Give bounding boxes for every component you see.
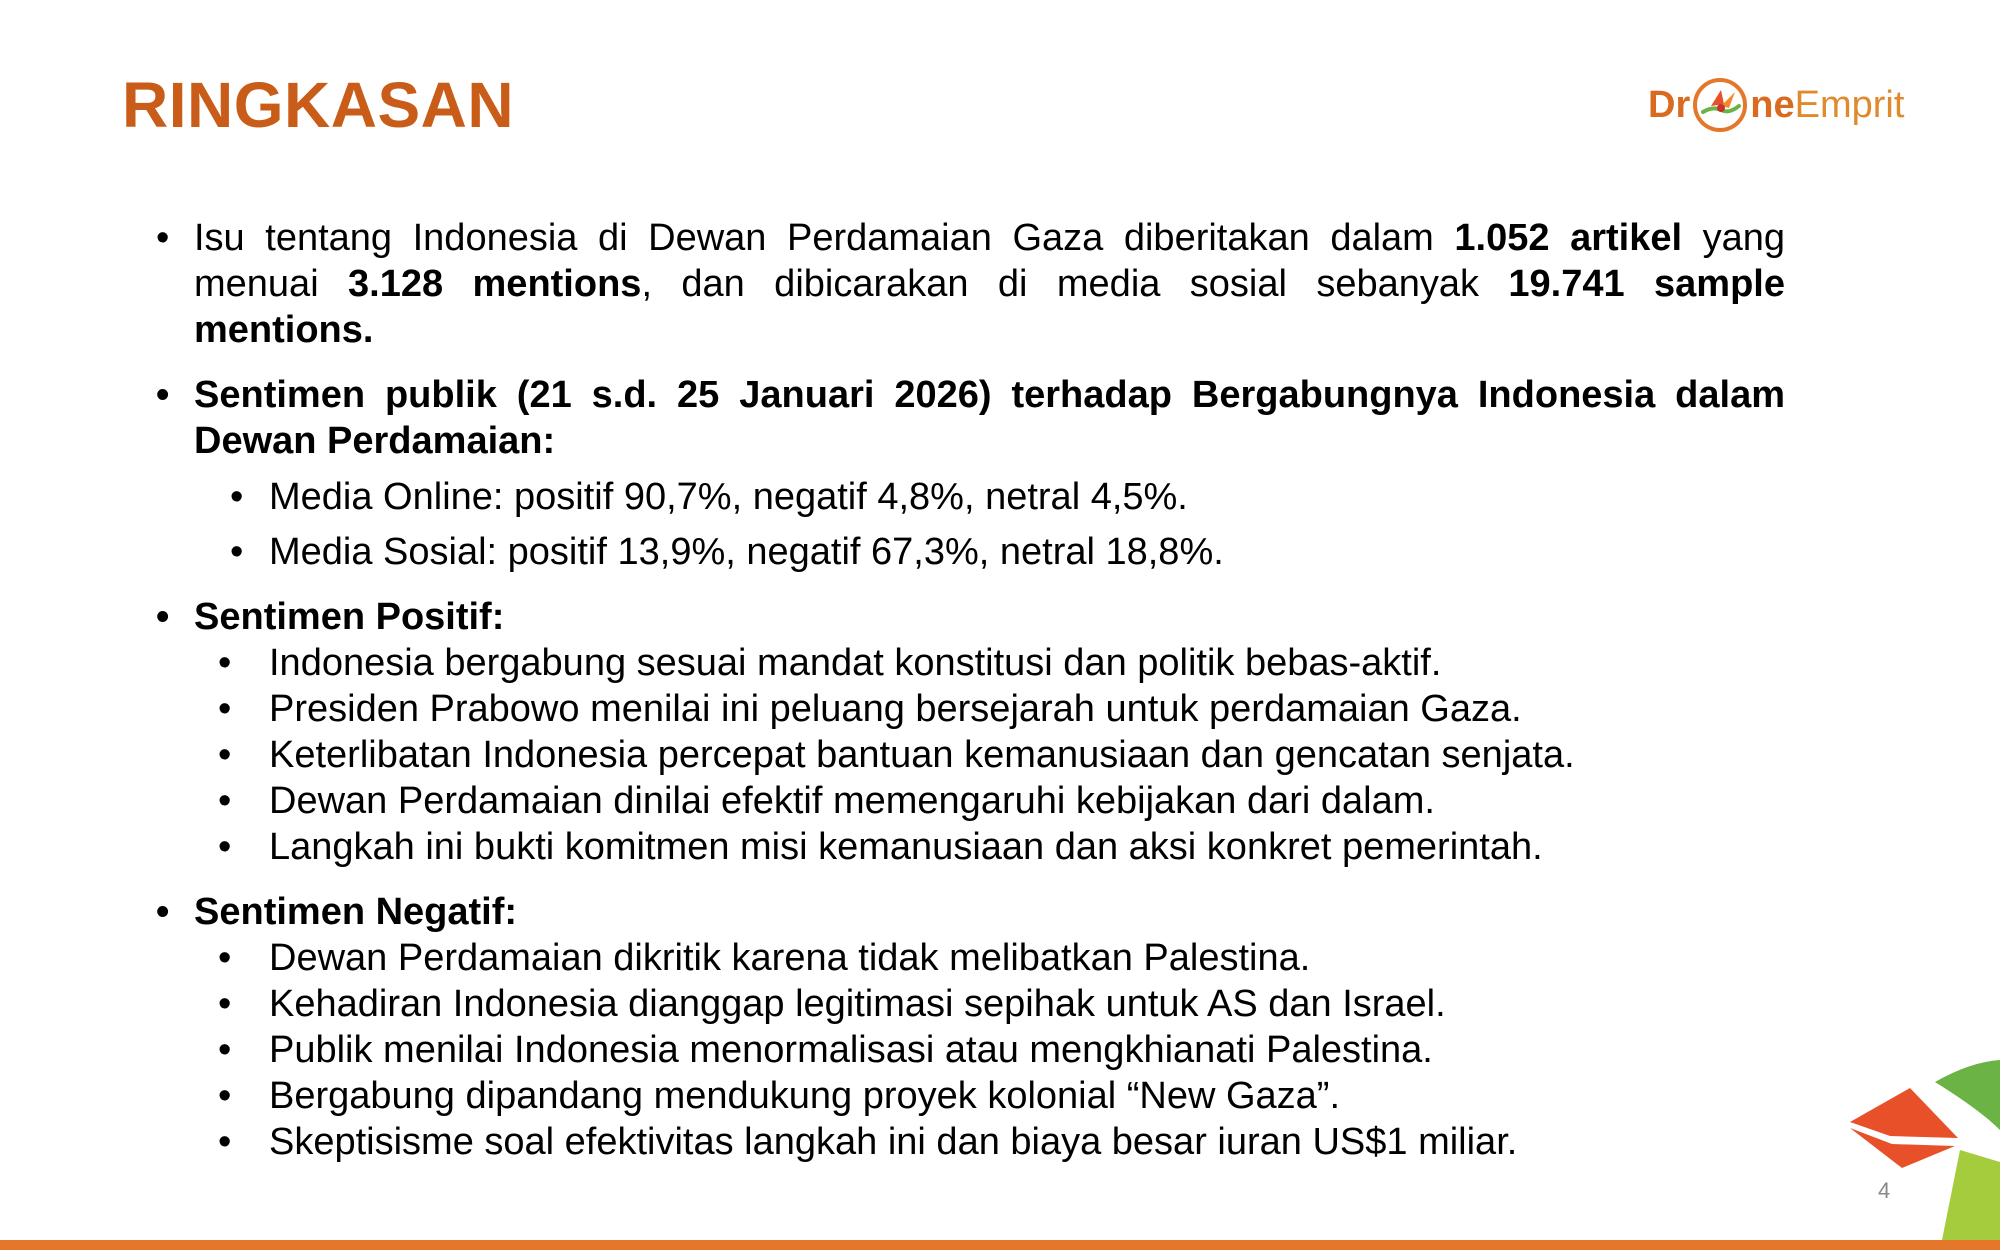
list-item: • Presiden Prabowo menilai ini peluang bersejarah untuk perdamaian Gaza.: [150, 686, 1785, 732]
logo-text-dr: Dr: [1648, 83, 1691, 126]
page-title: RINGKASAN: [122, 69, 515, 141]
list-item: • Media Online: positif 90,7%, negatif 4,8%, netral 4,5%.: [150, 474, 1785, 520]
drone-emprit-logo: [1648, 70, 1904, 140]
mentions-count: 3.128 mentions: [348, 263, 642, 305]
bullet-public-sentiment: • Sentimen publik (21 s.d. 25 Januari 2026) terhadap Bergabungnya Indonesia dalam Dewan Perdamaian:: [150, 372, 1785, 464]
sample-mentions-count: 19.741 sample mentions.: [194, 263, 1785, 351]
logo-text-ne: ne: [1750, 83, 1795, 126]
list-item: • Langkah ini bukti komitmen misi kemanusiaan dan aksi konkret pemerintah.: [150, 824, 1785, 870]
bullet-text: yang menuai: [194, 217, 1786, 305]
drone-bird-icon: [1691, 76, 1749, 134]
summary-content: [150, 215, 1785, 1165]
logo-text-emprit: Emprit: [1794, 83, 1905, 126]
bullet-negative-sentiment: • Sentimen Negatif:: [150, 889, 1785, 935]
page-number: 4: [1878, 1178, 1891, 1203]
list-item: • Publik menilai Indonesia menormalisasi atau mengkhianati Palestina.: [150, 1027, 1785, 1073]
list-item: • Bergabung dipandang mendukung proyek kolonial “New Gaza”.: [150, 1073, 1785, 1119]
bullet-text: , dan dibicarakan di media sosial sebanyak: [641, 263, 1509, 305]
list-item: • Indonesia bergabung sesuai mandat konstitusi dan politik bebas-aktif.: [150, 640, 1785, 686]
list-item: • Kehadiran Indonesia dianggap legitimasi sepihak untuk AS dan Israel.: [150, 981, 1785, 1027]
corner-decoration: [1840, 1050, 2000, 1250]
list-item: • Dewan Perdamaian dikritik karena tidak melibatkan Palestina.: [150, 935, 1785, 981]
bullet-positive-sentiment: • Sentimen Positif:: [150, 594, 1785, 640]
list-item: • Skeptisisme soal efektivitas langkah ini dan biaya besar iuran US$1 miliar.: [150, 1119, 1785, 1165]
list-item: • Keterlibatan Indonesia percepat bantuan kemanusiaan dan gencatan senjata.: [150, 732, 1785, 778]
bottom-accent-bar: [0, 1240, 2000, 1250]
bullet-text: Isu tentang Indonesia di Dewan Perdamaian Gaza diberitakan dalam: [194, 217, 1455, 259]
list-item: • Media Sosial: positif 13,9%, negatif 67,3%, netral 18,8%.: [150, 529, 1785, 575]
articles-count: 1.052 artikel: [1454, 217, 1683, 259]
bullet-coverage: [150, 215, 1785, 353]
list-item: • Dewan Perdamaian dinilai efektif memengaruhi kebijakan dari dalam.: [150, 778, 1785, 824]
